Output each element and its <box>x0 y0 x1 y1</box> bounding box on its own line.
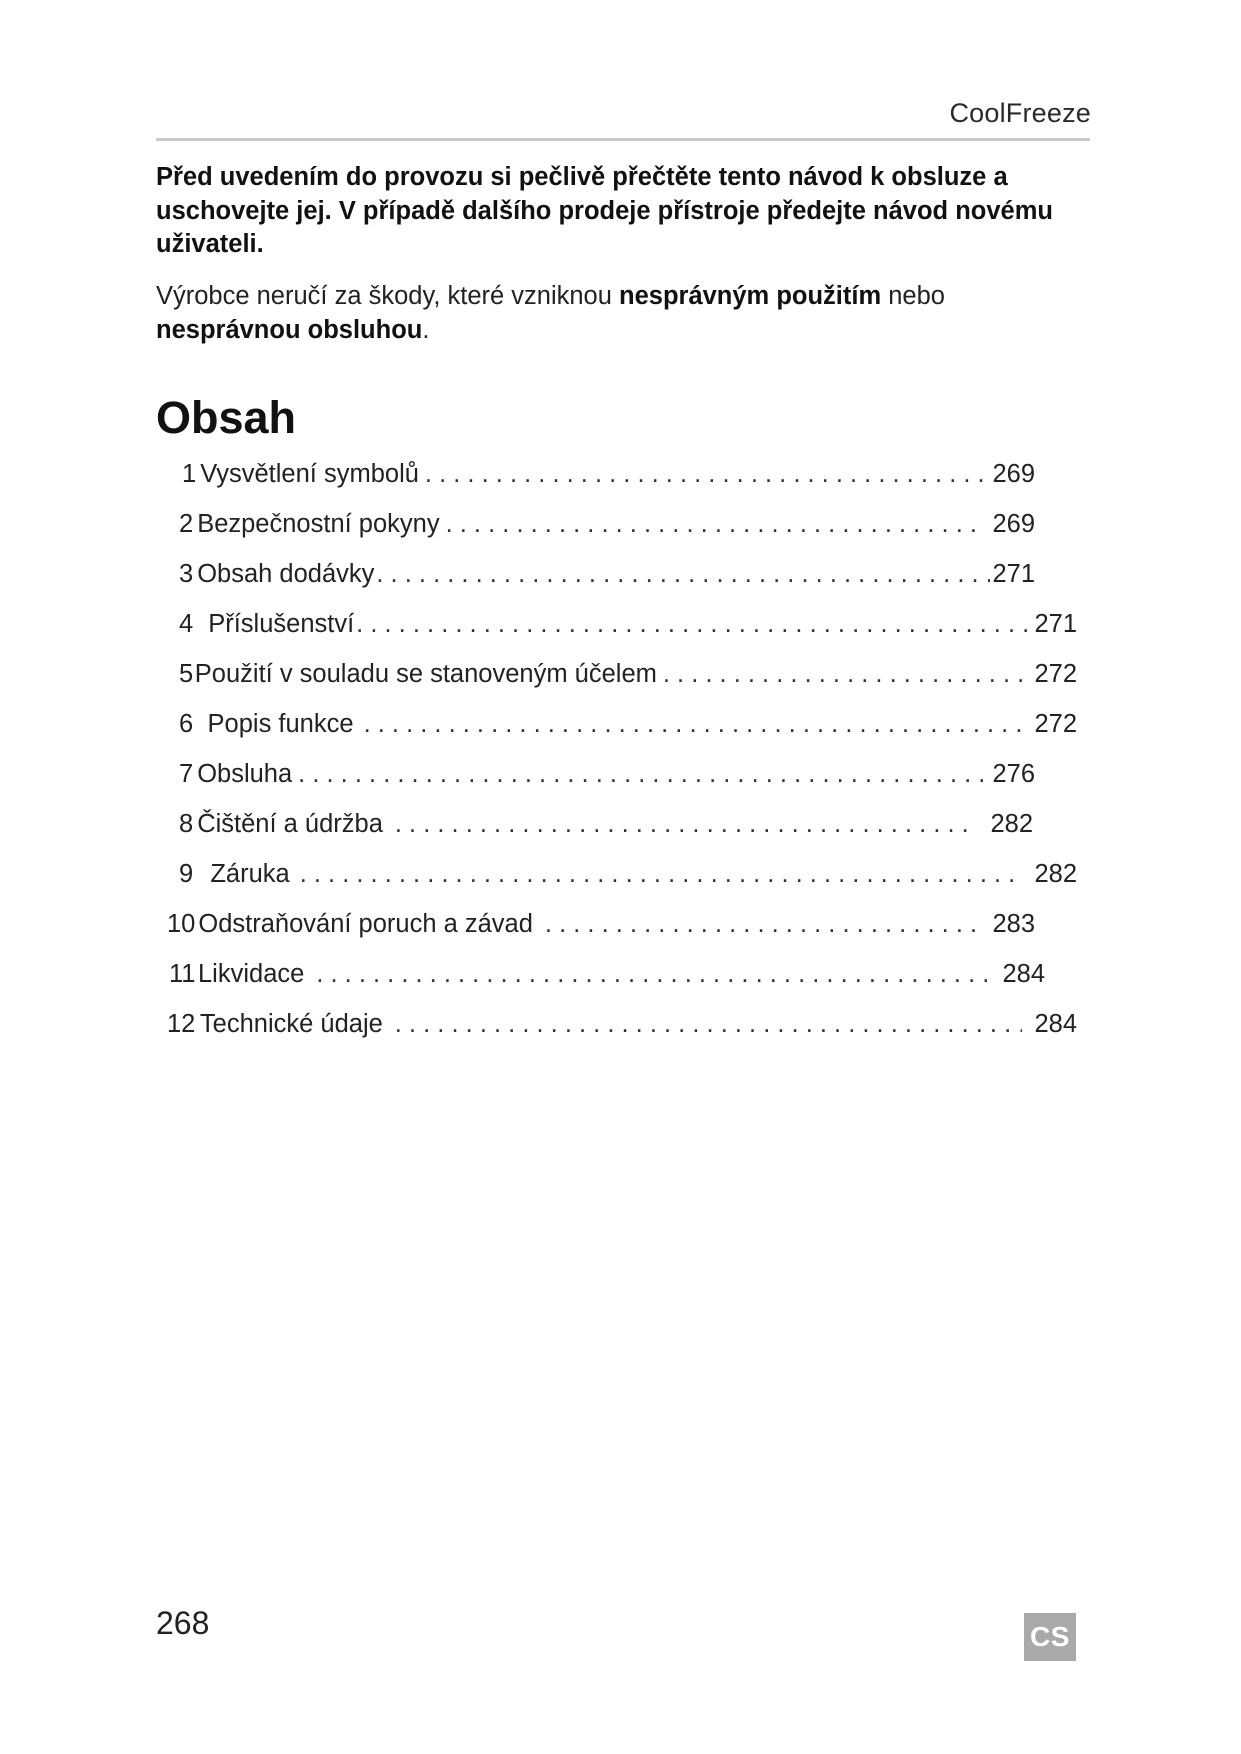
toc-heading: Obsah <box>156 392 297 443</box>
toc-entry-title: Obsah dodávky <box>197 560 375 588</box>
toc-entry-title: Bezpečnostní pokyny <box>197 510 440 538</box>
toc-entry-page: 271 <box>992 560 1035 588</box>
toc-leader-dots <box>298 760 986 789</box>
toc-leader-dots <box>395 1010 1023 1039</box>
toc-leader-dots <box>300 860 1025 889</box>
toc-entry[interactable] <box>179 810 1033 844</box>
toc-entry-number: 2 <box>179 510 194 538</box>
toc-entry-page: 282 <box>990 810 1033 838</box>
toc-entry-page: 269 <box>992 460 1035 488</box>
liability-text-1: Výrobce neručí za škody, které vzniknou <box>156 282 619 310</box>
toc-entry[interactable] <box>179 710 1077 744</box>
toc-entry[interactable] <box>179 510 1035 544</box>
toc-leader-dots <box>364 710 1025 739</box>
toc-entry-number: 4 <box>179 610 194 638</box>
toc-entry-page: 282 <box>1034 860 1077 888</box>
toc-entry-title: Vysvětlení symbolů <box>200 460 419 488</box>
document-brand-title: CoolFreeze <box>949 98 1091 128</box>
toc-leader-dots <box>356 610 1032 639</box>
toc-leader-dots <box>376 560 990 589</box>
toc-entry-number: 10 <box>167 910 196 938</box>
toc-entry[interactable] <box>179 760 1035 794</box>
liability-text-3: . <box>422 315 430 344</box>
toc-leader-dots <box>663 660 1029 689</box>
liability-text-2: nebo <box>881 282 945 310</box>
intro-warning-paragraph: Před uvedením do provozu si pečlivě přečtěte tento návod k obsluze a uschovejte jej. V případě dalšího prodeje přístroje předejte návod novému uživateli. <box>156 163 1053 258</box>
language-badge: CS <box>1024 1613 1076 1661</box>
toc-entry-number: 3 <box>179 560 194 588</box>
toc-entry-page: 272 <box>1034 660 1077 688</box>
toc-entry-title: Likvidace <box>198 960 305 988</box>
toc-entry[interactable] <box>179 860 1077 894</box>
toc-entry-page: 269 <box>992 510 1035 538</box>
page-number: 268 <box>156 1605 210 1641</box>
toc-leader-dots <box>446 510 987 539</box>
liability-bold-2: nesprávnou obsluhou <box>156 315 423 344</box>
toc-entry-page: 283 <box>992 910 1035 938</box>
toc-entry-number: 7 <box>179 760 194 788</box>
toc-entry-title: Popis funkce <box>207 710 354 738</box>
toc-entry[interactable] <box>179 560 1035 594</box>
toc-entry-number: 5 <box>179 660 194 688</box>
toc-entry[interactable] <box>167 1010 1077 1044</box>
toc-entry-page: 284 <box>1002 960 1045 988</box>
toc-entry-number: 1 <box>182 460 197 488</box>
toc-entry-title: Čištění a údržba <box>197 810 383 838</box>
toc-leader-dots <box>545 910 981 939</box>
toc-entry-title: Použití v souladu se stanoveným účelem <box>194 660 657 688</box>
toc-entry-page: 271 <box>1034 610 1077 638</box>
toc-entry-title: Odstraňování poruch a závad <box>198 910 533 938</box>
toc-leader-dots <box>395 810 979 839</box>
toc-entry-title: Záruka <box>210 860 290 888</box>
toc-entry[interactable] <box>179 660 1077 694</box>
toc-entry-page: 284 <box>1034 1010 1077 1038</box>
toc-entry-title: Příslušenství <box>208 610 355 638</box>
toc-entry-number: 11 <box>169 960 196 988</box>
liability-bold-1: nesprávným použitím <box>619 282 882 310</box>
toc-entry-title: Technické údaje <box>199 1010 383 1038</box>
toc-entry-number: 8 <box>179 810 194 838</box>
liability-paragraph <box>156 280 1090 347</box>
toc-entry[interactable] <box>169 960 1045 994</box>
toc-leader-dots <box>316 960 990 989</box>
header-divider <box>156 138 1090 141</box>
toc-entry-page: 272 <box>1034 710 1077 738</box>
toc-entry-title: Obsluha <box>197 760 293 788</box>
toc-entry[interactable] <box>167 910 1035 944</box>
toc-entry-page: 276 <box>992 760 1035 788</box>
toc-entry-number: 9 <box>179 860 194 888</box>
toc-entry-number: 12 <box>167 1010 196 1038</box>
toc-entry-number: 6 <box>179 710 194 738</box>
toc-leader-dots <box>425 460 987 489</box>
toc-entry[interactable] <box>179 610 1077 644</box>
toc-entry[interactable] <box>182 460 1035 494</box>
